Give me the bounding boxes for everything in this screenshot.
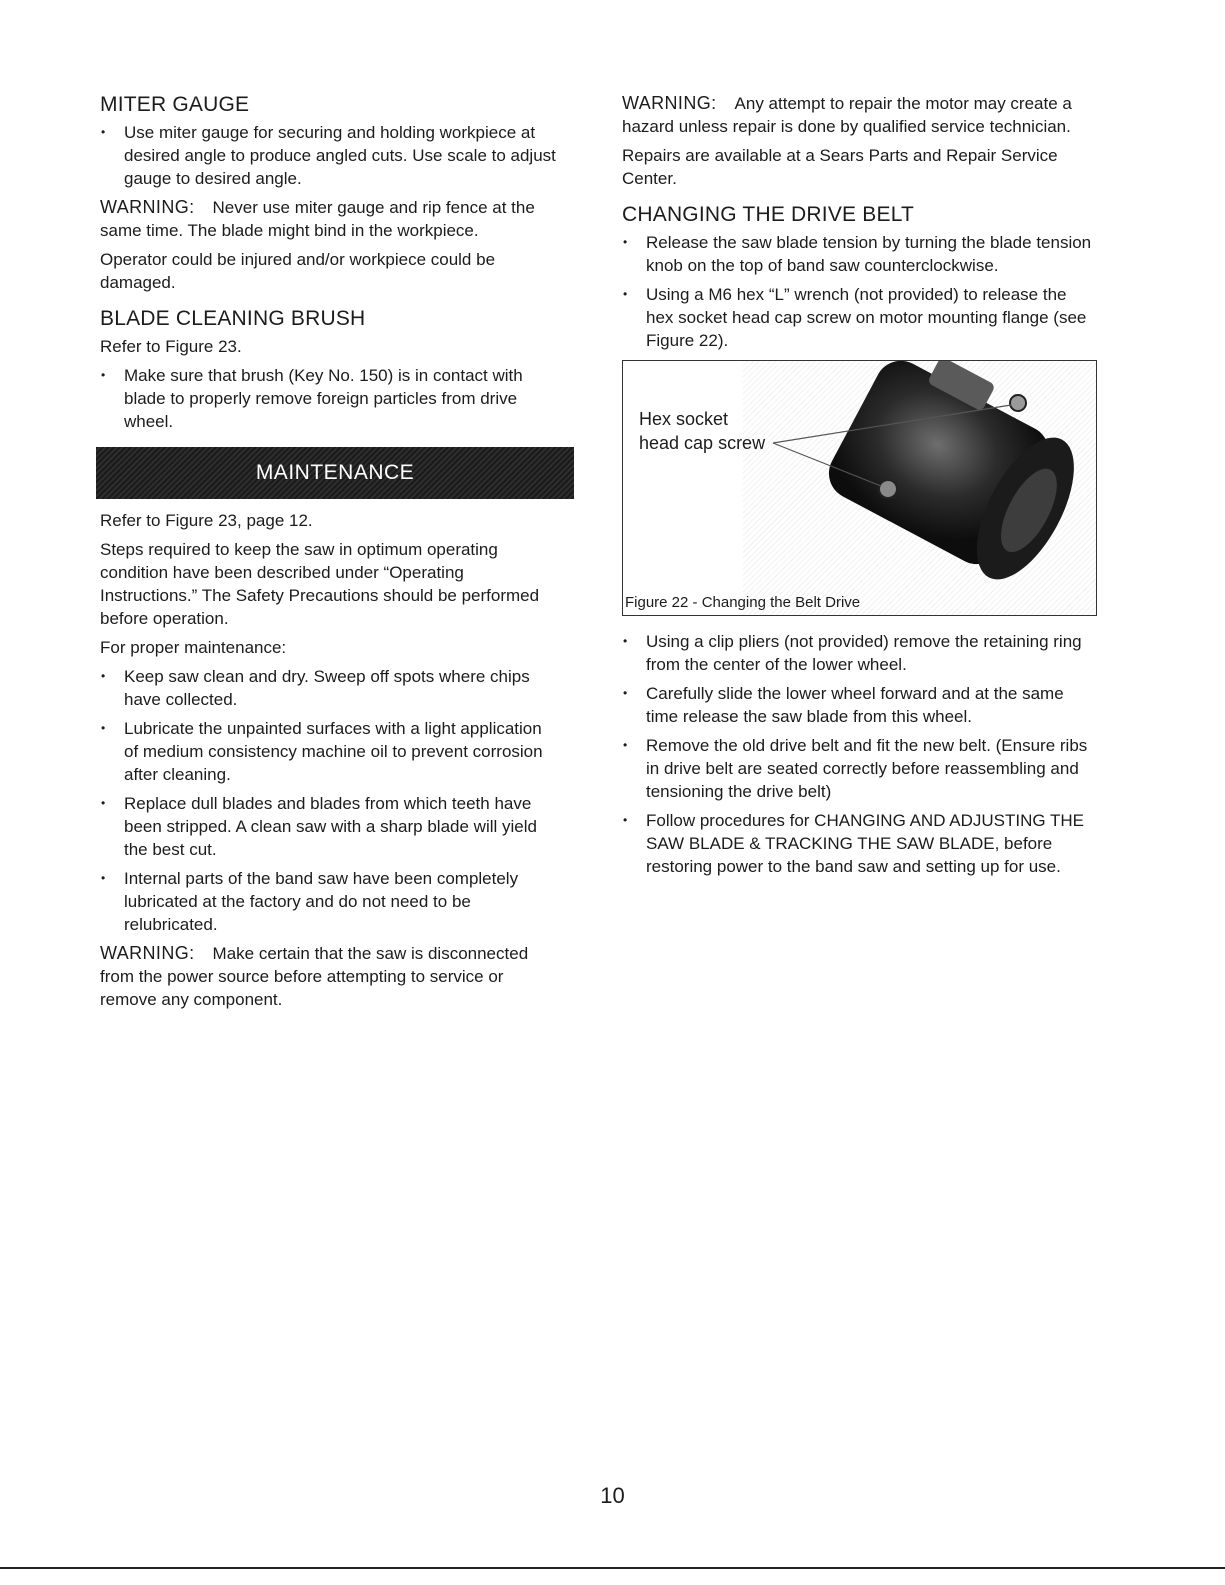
maintenance-banner: MAINTENANCE: [96, 447, 574, 499]
belt-list-after: [622, 630, 1092, 878]
miter-note: Operator could be injured and/or workpiece could be damaged.: [100, 250, 496, 292]
maintenance-reference: Refer to Figure 23, page 12.: [100, 511, 313, 530]
brush-list: [100, 364, 560, 433]
motor-warning: [622, 92, 1092, 138]
list-item: • Replace dull blades and blades from which teeth have been stripped. A clean saw with a sharp blade will yield the best cut.: [100, 792, 560, 861]
brush-reference: Refer to Figure 23.: [100, 337, 242, 356]
left-column: [100, 92, 560, 1017]
miter-warning: [100, 196, 560, 242]
figure-22: [622, 360, 1097, 616]
list-item: • Release the saw blade tension by turning the blade tension knob on the top of band saw counterclockwise.: [622, 231, 1092, 277]
page-number: 10: [600, 1483, 625, 1508]
miter-gauge-heading: MITER GAUGE: [100, 93, 250, 116]
changing-drive-belt-heading: CHANGING THE DRIVE BELT: [622, 203, 915, 226]
maintenance-lead: For proper maintenance:: [100, 638, 287, 657]
warning-label: WARNING:: [100, 197, 195, 217]
warning-text: Any attempt to repair the motor may create a hazard unless repair is done by qualified service technician.: [622, 94, 1072, 136]
maintenance-intro: Steps required to keep the saw in optimum operating condition have been described under “Operating Instructions.” The Safety Precautions should be performed before operation.: [100, 540, 540, 628]
warning-label: WARNING:: [100, 943, 195, 963]
list-item: • Make sure that brush (Key No. 150) is in contact with blade to properly remove foreign particles from drive wheel.: [100, 364, 560, 433]
list-item: • Using a M6 hex “L” wrench (not provided) to release the hex socket head cap screw on motor mounting flange (see Figure 22).: [622, 283, 1092, 352]
belt-list-before: [622, 231, 1092, 352]
list-item: • Lubricate the unpainted surfaces with a light application of medium consistency machine oil to prevent corrosion after cleaning.: [100, 717, 560, 786]
list-item: • Internal parts of the band saw have been completely lubricated at the factory and do not need to be relubricated.: [100, 867, 560, 936]
maintenance-warning: [100, 942, 560, 1011]
list-item: • Follow procedures for CHANGING AND ADJUSTING THE SAW BLADE & TRACKING THE SAW BLADE, before restoring power to the band saw and setting up for use.: [622, 809, 1092, 878]
warning-text: Make certain that the saw is disconnected from the power source before attempting to service or remove any component.: [100, 944, 529, 1009]
blade-cleaning-brush-heading: BLADE CLEANING BRUSH: [100, 307, 366, 330]
list-item: • Keep saw clean and dry. Sweep off spots where chips have collected.: [100, 665, 560, 711]
list-item: • Use miter gauge for securing and holding workpiece at desired angle to produce angled cuts. Use scale to adjust gauge to desired angle.: [100, 121, 560, 190]
miter-gauge-list: [100, 121, 560, 190]
right-column: [622, 92, 1092, 884]
list-item: • Carefully slide the lower wheel forward and at the same time release the saw blade from this wheel.: [622, 682, 1092, 728]
repairs-note: Repairs are available at a Sears Parts and Repair Service Center.: [622, 146, 1058, 188]
list-item: • Using a clip pliers (not provided) remove the retaining ring from the center of the lower wheel.: [622, 630, 1092, 676]
list-item: • Remove the old drive belt and fit the new belt. (Ensure ribs in drive belt are seated correctly before reassembling and tensioning the drive belt): [622, 734, 1092, 803]
motor-photo: [623, 361, 1096, 615]
figure-caption: Figure 22 - Changing the Belt Drive: [625, 594, 861, 611]
warning-label: WARNING:: [622, 93, 717, 113]
maintenance-list: [100, 665, 560, 936]
warning-text: Never use miter gauge and rip fence at the same time. The blade might bind in the workpiece.: [100, 198, 535, 240]
bottom-rule: [0, 1567, 1225, 1569]
figure-label: Hex socket head cap screw: [639, 409, 766, 453]
